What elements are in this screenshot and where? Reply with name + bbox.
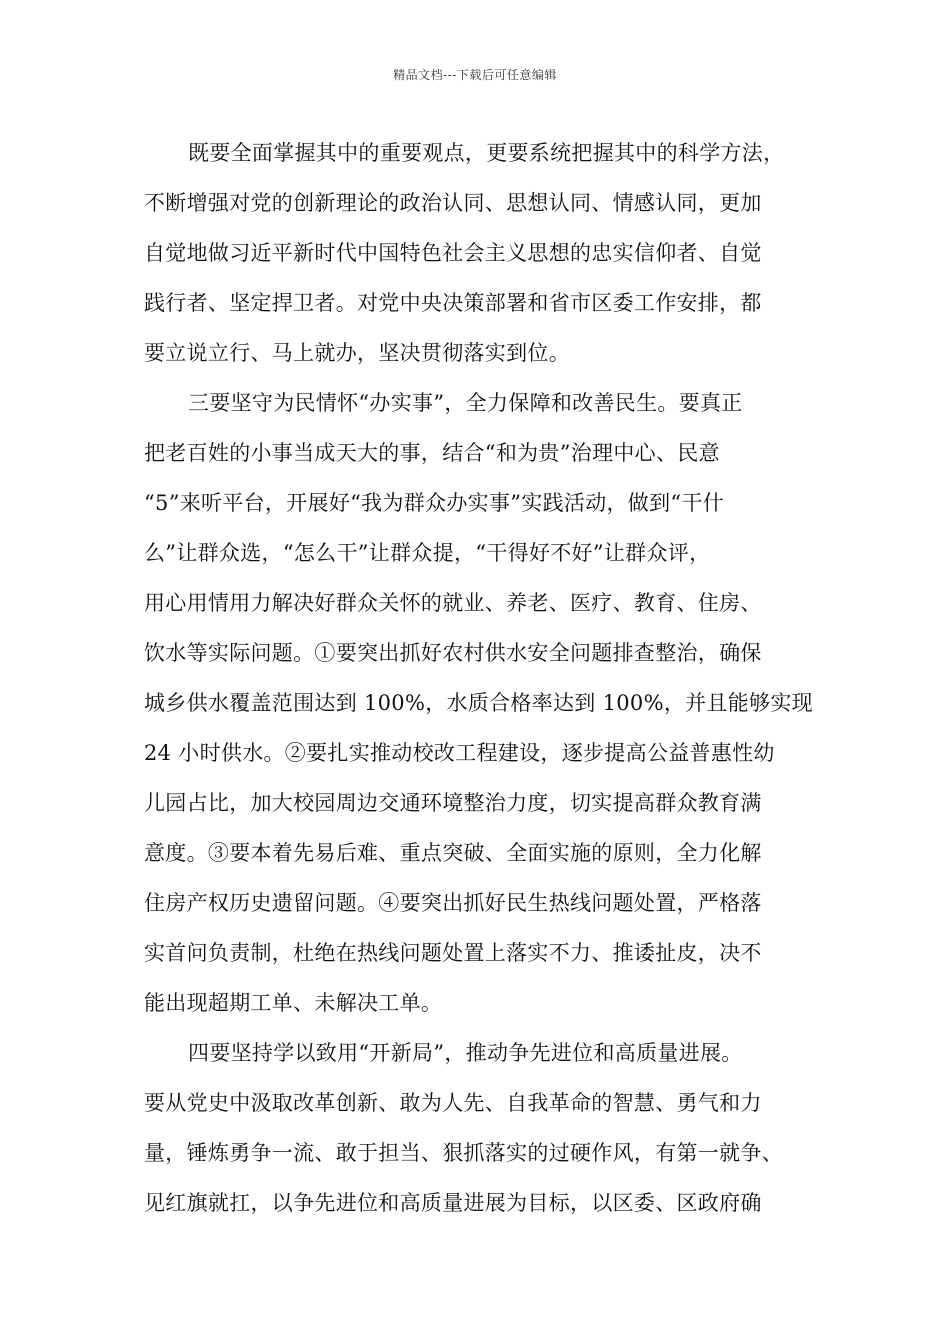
text-line: 见红旗就扛，以争先进位和高质量进展为目标，以区委、区政府确 (144, 1191, 762, 1215)
text-line: 么”让群众选，“怎么干”让群众提，“干得好不好”让群众评， (144, 541, 711, 565)
text-line: 用心用情用力解决好群众关怀的就业、养老、医疗、教育、住房、 (144, 591, 762, 615)
document-body (144, 128, 812, 1228)
text-line: 24 小时供水。②要扎实推动校改工程建设，逐步提高公益普惠性幼 (144, 741, 775, 765)
text-line: 把老百姓的小事当成天大的事，结合“和为贵”治理中心、民意 (144, 441, 720, 465)
text-line: 践行者、坚定捍卫者。对党中央决策部署和省市区委工作安排，都 (144, 291, 762, 315)
text-line: 要从党史中汲取改革创新、敢为人先、自我革命的智慧、勇气和力 (144, 1091, 762, 1115)
paragraph-1 (144, 128, 812, 378)
text-line: 三要坚守为民情怀“办实事”，全力保障和改善民生。要真正 (188, 391, 743, 415)
paragraph-3 (144, 1028, 812, 1228)
page-header: 精品文档---下载后可任意编辑 (393, 68, 557, 82)
text-line: 自觉地做习近平新时代中国特色社会主义思想的忠实信仰者、自觉 (144, 241, 762, 265)
text-line: 要立说立行、马上就办，坚决贯彻落实到位。 (144, 341, 570, 365)
text-line: 量，锤炼勇争一流、敢于担当、狠抓落实的过硬作风，有第一就争、 (144, 1141, 783, 1165)
text-line: 四要坚持学以致用“开新局”，推动争先进位和高质量进展。 (188, 1041, 743, 1065)
text-line: 实首问负责制，杜绝在热线问题处置上落实不力、推诿扯皮，决不 (144, 941, 762, 965)
text-line: 城乡供水覆盖范围达到 100%，水质合格率达到 100%，并且能够实现 (144, 691, 813, 715)
text-line: 意度。③要本着先易后难、重点突破、全面实施的原则，全力化解 (144, 841, 762, 865)
text-line: 能出现超期工单、未解决工单。 (144, 991, 443, 1015)
text-line: “5”来听平台，开展好“我为群众办实事”实践活动，做到“干什 (144, 491, 725, 515)
text-line: 既要全面掌握其中的重要观点，更要系统把握其中的科学方法， (188, 141, 785, 165)
text-line: 饮水等实际问题。①要突出抓好农村供水安全问题排查整治，确保 (144, 641, 762, 665)
paragraph-2 (144, 378, 812, 1028)
text-line: 住房产权历史遗留问题。④要突出抓好民生热线问题处置，严格落 (144, 891, 762, 915)
text-line: 儿园占比，加大校园周边交通环境整治力度，切实提高群众教育满 (144, 791, 762, 815)
text-line: 不断增强对党的创新理论的政治认同、思想认同、情感认同，更加 (144, 191, 762, 215)
